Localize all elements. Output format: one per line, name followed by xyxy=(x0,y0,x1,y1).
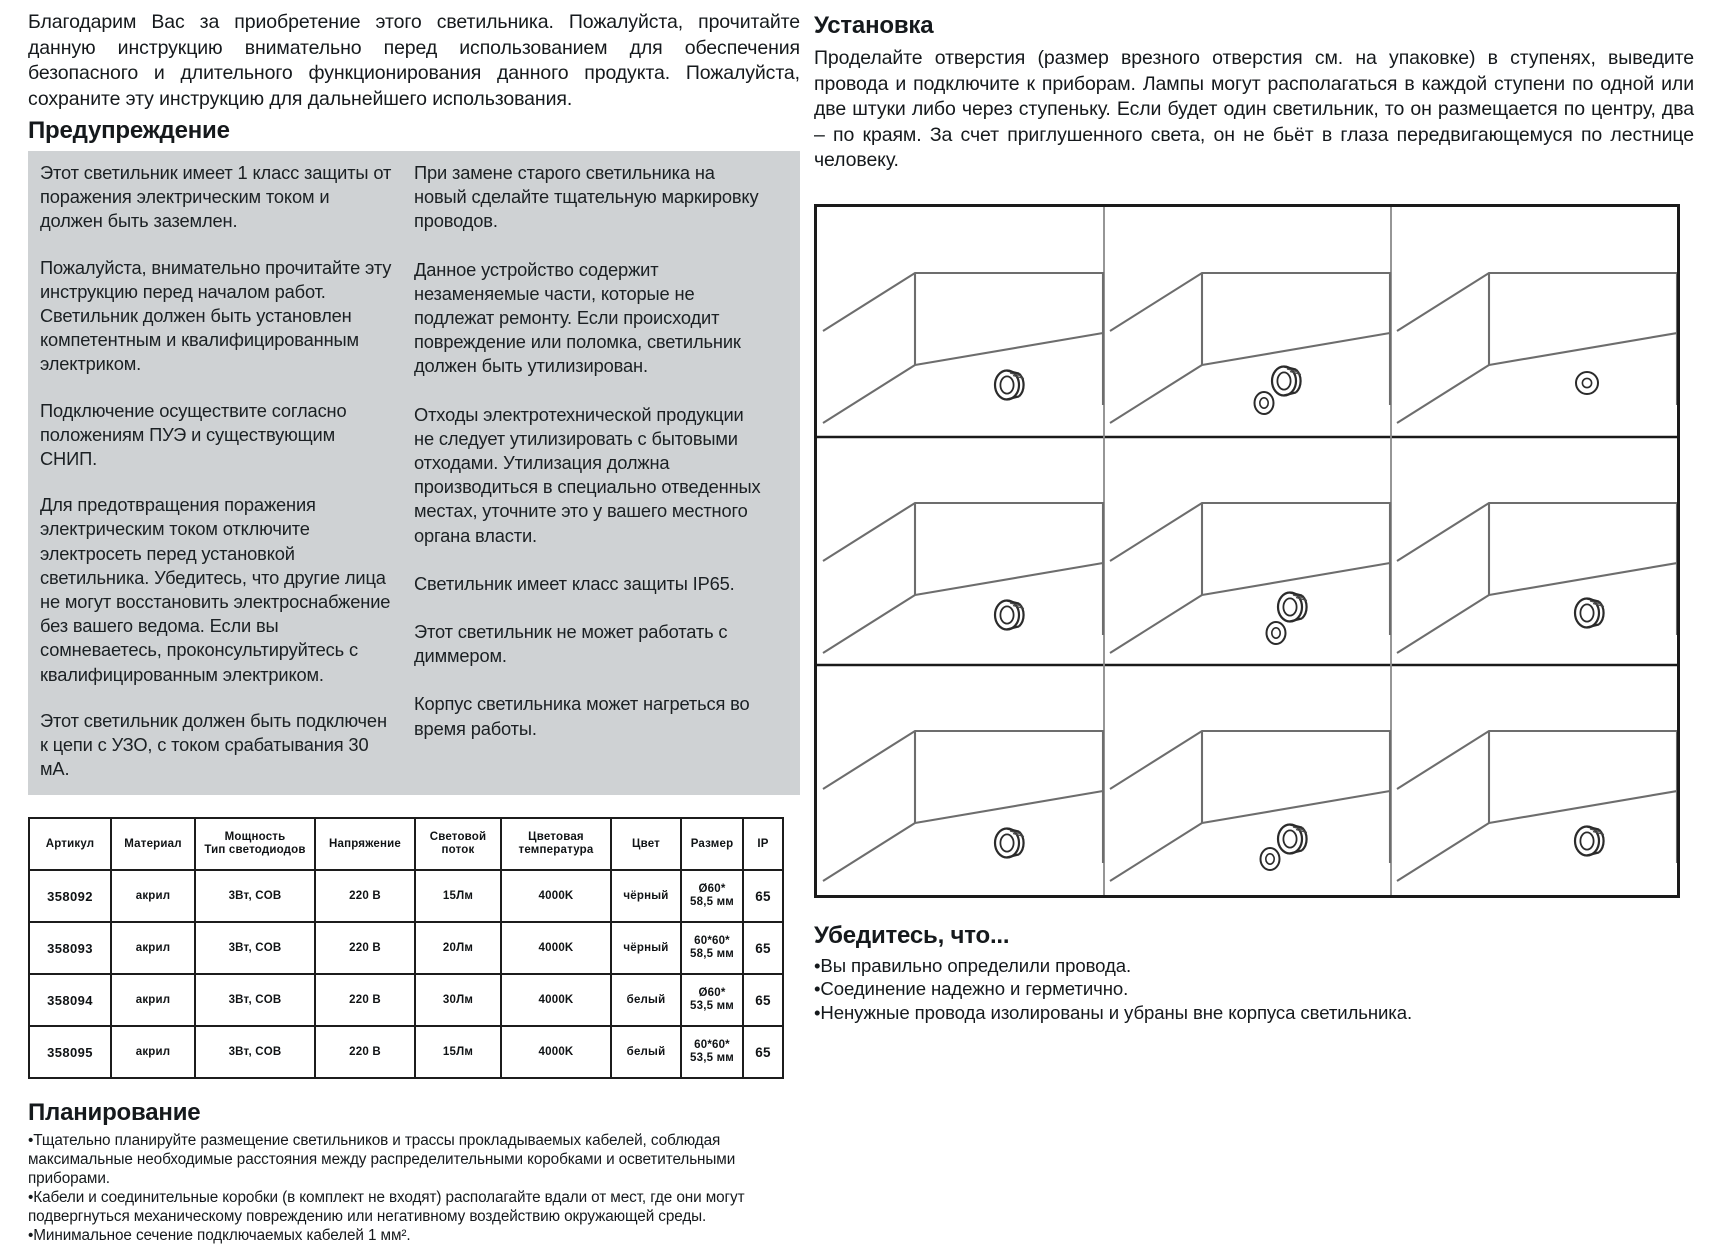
lamp-icon xyxy=(995,828,1024,857)
col-header-voltage: Напряжение xyxy=(315,818,415,870)
col-header-temperature-line2: температура xyxy=(518,844,594,857)
cell-size-line1: Ø60* xyxy=(698,883,726,896)
col-header-temperature-line1: Цветовая xyxy=(528,831,584,844)
lamp-icon xyxy=(1267,622,1286,644)
cell-size-line1: 60*60* xyxy=(694,1039,730,1052)
col-header-flux xyxy=(415,818,501,870)
col-header-power-line1: Мощность xyxy=(224,831,286,844)
cell-voltage: 220 В xyxy=(315,870,415,922)
cell-power: 3Вт, COB xyxy=(195,870,315,922)
right-column xyxy=(814,10,1694,1024)
cell-material: акрил xyxy=(111,1026,195,1078)
lamp-icon xyxy=(1575,598,1604,627)
cell-ip: 65 xyxy=(743,922,783,974)
lamp-icon xyxy=(1261,848,1280,870)
cell-flux: 30Лм xyxy=(415,974,501,1026)
planning-bullet: •Кабели и соединительные коробки (в комплект не входят) располагайте вдали от мест, где они могут подвергнуться механическому повреждению или негативному воздействию окружающей среды. xyxy=(28,1189,745,1226)
lamp-icon xyxy=(1575,826,1604,855)
planning-bullets xyxy=(28,1131,800,1245)
installation-text: Проделайте отверстия (размер врезного отверстия см. на упаковке) в ступенях, выведите провода и подключите к приборам. Лампы могут располагаться в каждой ступени по одной или две штуки либо через ступеньку. Если будет один светильник, то он размещается по центру, два – по краям. За счет приглушенного света, он не бьёт в глаза передвигающемуся по лестнице человеку. xyxy=(814,47,1694,171)
cell-temperature: 4000K xyxy=(501,1026,611,1078)
cell-voltage: 220 В xyxy=(315,974,415,1026)
lamp-icon xyxy=(1272,366,1301,395)
col-header-flux-line2: поток xyxy=(441,844,475,857)
diagram-cell-r1c3 xyxy=(1397,273,1677,423)
cell-size-line2: 58,5 мм xyxy=(690,896,734,909)
warning-right-item: Отходы электротехнической продукции не следует утилизировать с бытовыми отходами. Утилизация должна производиться в специально отведенных местах, уточните это у вашего местного органа власти. xyxy=(414,403,761,546)
diagram-svg xyxy=(817,207,1677,895)
cell-color: чёрный xyxy=(611,870,681,922)
cell-size-line2: 58,5 мм xyxy=(690,948,734,961)
cell-voltage: 220 В xyxy=(315,922,415,974)
cell-flux: 15Лм xyxy=(415,1026,501,1078)
diagram-cell-r3c2 xyxy=(1110,731,1390,881)
diagram-cell-r1c1 xyxy=(823,273,1103,423)
cell-material: акрил xyxy=(111,974,195,1026)
warning-left-item: Этот светильник имеет 1 класс защиты от поражения электрическим током и должен быть заземлен. xyxy=(40,162,392,232)
cell-size xyxy=(681,974,743,1026)
cell-material: акрил xyxy=(111,922,195,974)
cell-size xyxy=(681,1026,743,1078)
planning-section xyxy=(28,1099,800,1245)
table-row xyxy=(29,870,783,922)
confirm-bullets xyxy=(814,954,1694,1025)
warning-right-item: Этот светильник не может работать с диммером. xyxy=(414,621,728,667)
confirm-section xyxy=(814,922,1694,1025)
cell-power: 3Вт, COB xyxy=(195,922,315,974)
diagram-cell-r3c1 xyxy=(823,731,1103,881)
cell-size-line1: 60*60* xyxy=(694,935,730,948)
cell-article: 358095 xyxy=(29,1026,111,1078)
lamp-icon xyxy=(1255,392,1274,414)
cell-article: 358093 xyxy=(29,922,111,974)
confirm-bullet: •Вы правильно определили провода. xyxy=(814,954,1132,976)
warning-right-item: При замене старого светильника на новый сделайте тщательную маркировку проводов. xyxy=(414,162,759,232)
cell-temperature: 4000K xyxy=(501,870,611,922)
cell-temperature: 4000K xyxy=(501,922,611,974)
planning-bullet: •Тщательно планируйте размещение светильников и трассы прокладываемых кабелей, соблюдая максимальные необходимые расстояния между распределительными коробками и осветительными приборами. xyxy=(28,1132,736,1188)
cell-voltage: 220 В xyxy=(315,1026,415,1078)
table-row xyxy=(29,974,783,1026)
cell-material: акрил xyxy=(111,870,195,922)
diagram-cell-r2c1 xyxy=(823,503,1103,653)
cell-size xyxy=(681,870,743,922)
col-header-material: Материал xyxy=(111,818,195,870)
lamp-icon xyxy=(1278,824,1307,853)
lamp-icon xyxy=(995,600,1024,629)
cell-article: 358092 xyxy=(29,870,111,922)
col-header-power xyxy=(195,818,315,870)
confirm-bullet: •Ненужные провода изолированы и убраны вне корпуса светильника. xyxy=(814,1001,1413,1023)
planning-heading: Планирование xyxy=(28,1099,201,1127)
cell-color: белый xyxy=(611,974,681,1026)
cell-flux: 15Лм xyxy=(415,870,501,922)
col-header-article: Артикул xyxy=(29,818,111,870)
cell-power: 3Вт, COB xyxy=(195,1026,315,1078)
planning-bullet: •Минимальное сечение подключаемых кабелей 1 мм². xyxy=(28,1227,411,1245)
warning-right-item: Корпус светильника может нагреться во время работы. xyxy=(414,693,750,739)
lamp-icon xyxy=(995,370,1024,399)
installation-heading: Установка xyxy=(814,12,934,39)
cell-color: белый xyxy=(611,1026,681,1078)
cell-color: чёрный xyxy=(611,922,681,974)
warning-right-item: Данное устройство содержит незаменяемые части, которые не подлежат ремонту. Если происходит повреждение или поломка, светильник должен быть утилизирован. xyxy=(414,258,741,377)
cell-size-line1: Ø60* xyxy=(698,987,726,1000)
warning-column-left xyxy=(40,161,392,781)
diagram-cell-r2c3 xyxy=(1397,503,1677,653)
warning-left-item: Подключение осуществите согласно положениям ПУЭ и существующим СНИП. xyxy=(40,399,347,470)
cell-flux: 20Лм xyxy=(415,922,501,974)
table-header-row xyxy=(29,818,783,870)
col-header-temperature xyxy=(501,818,611,870)
cell-ip: 65 xyxy=(743,974,783,1026)
confirm-bullet: •Соединение надежно и герметично. xyxy=(814,978,1129,999)
intro-paragraph xyxy=(28,10,800,112)
intro-text: Благодарим Вас за приобретение этого светильника. Пожалуйста, прочитайте данную инструкцию внимательно перед использованием для обеспечения безопасного и длительного функционирования данного продукта. Пожалуйста, сохраните эту инструкцию для дальнейшего использования. xyxy=(28,11,800,110)
cell-size-line2: 53,5 мм xyxy=(690,1000,734,1013)
warning-left-item: Для предотвращения поражения электрическим током отключите электросеть перед установкой светильника. Убедитесь, что другие лица не могут восстановить электроснабжение без вашего ведома. Если вы сомневаетесь, проконсультируйтесь с квалифицированным электриком. xyxy=(40,494,391,685)
table-row xyxy=(29,1026,783,1078)
lamp-icon xyxy=(1576,372,1598,394)
col-header-size: Размер xyxy=(681,818,743,870)
cell-size xyxy=(681,922,743,974)
confirm-heading: Убедитесь, что... xyxy=(814,921,1010,949)
col-header-power-line2: Тип светодиодов xyxy=(204,844,306,857)
diagram-cell-r1c2 xyxy=(1110,273,1390,423)
diagram-cell-r3c3 xyxy=(1397,731,1677,881)
col-header-color: Цвет xyxy=(611,818,681,870)
cell-ip: 65 xyxy=(743,870,783,922)
lamp-icon xyxy=(1278,592,1307,621)
warning-heading: Предупреждение xyxy=(28,117,230,144)
left-column xyxy=(28,10,800,1245)
spec-table-wrap xyxy=(28,817,800,1079)
table-row xyxy=(29,922,783,974)
installation-body xyxy=(814,46,1694,174)
cell-ip: 65 xyxy=(743,1026,783,1078)
warning-right-item: Светильник имеет класс защиты IP65. xyxy=(414,572,735,594)
cell-size-line2: 53,5 мм xyxy=(690,1052,734,1065)
warning-left-item: Этот светильник должен быть подключен к цепи с УЗО, с током срабатывания 30 мА. xyxy=(40,709,387,780)
warning-left-item: Пожалуйста, внимательно прочитайте эту инструкцию перед началом работ. Светильник должен быть установлен компетентным и квалифицированным электриком. xyxy=(40,256,392,375)
specifications-table xyxy=(28,817,784,1079)
diagram-cell-r2c2 xyxy=(1110,503,1390,653)
stair-lamp-placement-diagram xyxy=(814,204,1680,898)
cell-article: 358094 xyxy=(29,974,111,1026)
warning-box xyxy=(28,151,800,795)
col-header-flux-line1: Световой xyxy=(429,831,487,844)
warning-column-right xyxy=(414,161,766,781)
col-header-ip: IP xyxy=(743,818,783,870)
cell-power: 3Вт, COB xyxy=(195,974,315,1026)
cell-temperature: 4000K xyxy=(501,974,611,1026)
